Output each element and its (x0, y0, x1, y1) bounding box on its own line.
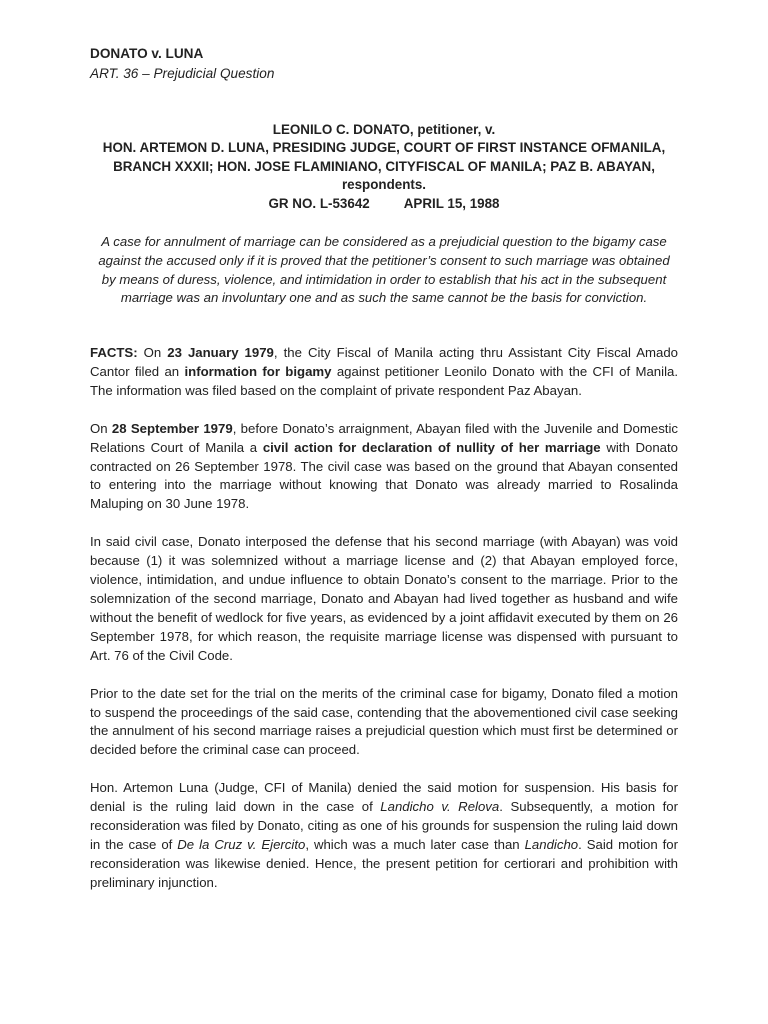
bold-phrase: information for bigamy (184, 363, 332, 379)
facts-label: FACTS: (90, 345, 138, 360)
bold-date: 23 January 1979 (167, 345, 274, 360)
text-run: Hon. Artemon Luna (Judge, CFI of Manila) denied the said motion for suspension. His basis for denial is the ruling laid down in the case of (90, 780, 678, 815)
facts-paragraph-1 (90, 344, 678, 401)
facts-body (90, 344, 678, 912)
case-header (90, 44, 274, 84)
case-citation: Landicho v. Relova (380, 799, 500, 815)
facts-paragraph-2 (90, 420, 678, 515)
respondents-line: HON. ARTEMON D. LUNA, PRESIDING JUDGE, COURT OF FIRST INSTANCE OFMANILA, BRANCH XXXII; HON. JOSE FLAMINIANO, CITYFISCAL OF MANILA; PAZ B. ABAYAN, respondents. (102, 140, 666, 193)
gr-line (90, 195, 678, 213)
case-title: DONATO v. LUNA (90, 46, 204, 61)
text-run: . Subsequently, a motion for reconsideration was filed by Donato, citing as one of his grounds for suspension the ruling laid down in the case of (90, 799, 678, 852)
text-run: On (137, 345, 168, 360)
text-run: with Donato contracted on 26 September 1978. The civil case was based on the ground that Abayan consented to entering into the marriage without knowing that Donato was already married to Rosalinda Maluping on 30 June 1978. (90, 439, 678, 512)
text-run: , the City Fiscal of Manila acting thru Assistant City Fiscal Amado Cantor filed an (90, 345, 679, 379)
case-caption (90, 121, 678, 213)
text-run: . Said motion for reconsideration was likewise denied. Hence, the present petition for certiorari and prohibition with preliminary injunction. (90, 836, 679, 890)
text-run: , which was a much later case than (305, 836, 525, 852)
case-citation: De la Cruz v. Ejercito (177, 836, 306, 852)
bold-date: 28 September 1979 (111, 420, 233, 436)
facts-paragraph-4: Prior to the date set for the trial on the merits of the criminal case for bigamy, Donato filed a motion to suspend the proceedings of the said case, contending that the abovementioned civil case seeking the annulment of his second marriage raises a prejudicial question which must first be determined or decided before the criminal case can proceed. (90, 685, 678, 758)
petitioner-line: LEONILO C. DONATO, petitioner, v. (272, 122, 496, 137)
doctrine-summary: A case for annulment of marriage can be considered as a prejudicial question to the bigamy case against the accused only if it is proved that the petitioner’s consent to such marriage was obtained by means of duress, violence, and intimidation in order to establish that his act in the subsequent marriage was an involuntary one and as such the same cannot be the basis for conviction. (98, 234, 670, 306)
text-run: against petitioner Leonilo Donato with the CFI of Manila. The information was filed based on the complaint of private respondent Paz Abayan. (90, 363, 679, 398)
case-subtitle: ART. 36 – Prejudicial Question (90, 66, 275, 81)
bold-phrase: civil action for declaration of nullity of her marriage (262, 439, 601, 455)
text-run: On (90, 420, 112, 436)
facts-paragraph-3: In said civil case, Donato interposed the defense that his second marriage (with Abayan) was void because (1) it was solemnized without a marriage license and (2) that Abayan employed force, violence, intimidation, and undue influence to obtain Donato’s consent to the marriage. Prior to the solemnization of the second marriage, Donato and Abayan had lived together as husband and wife without the benefit of wedlock for five years, as evidenced by a joint affidavit executed by them on 26 September 1978, for which reason, the requisite marriage license was dispensed with pursuant to Art. 76 of the Civil Code. (90, 534, 678, 663)
text-run: , before Donato’s arraignment, Abayan filed with the Juvenile and Domestic Relations Court of Manila a (90, 420, 678, 455)
facts-paragraph-5 (90, 779, 678, 892)
gr-number: GR NO. L-53642 (268, 195, 370, 211)
case-citation: Landicho (524, 836, 579, 852)
decision-date: APRIL 15, 1988 (403, 195, 500, 211)
